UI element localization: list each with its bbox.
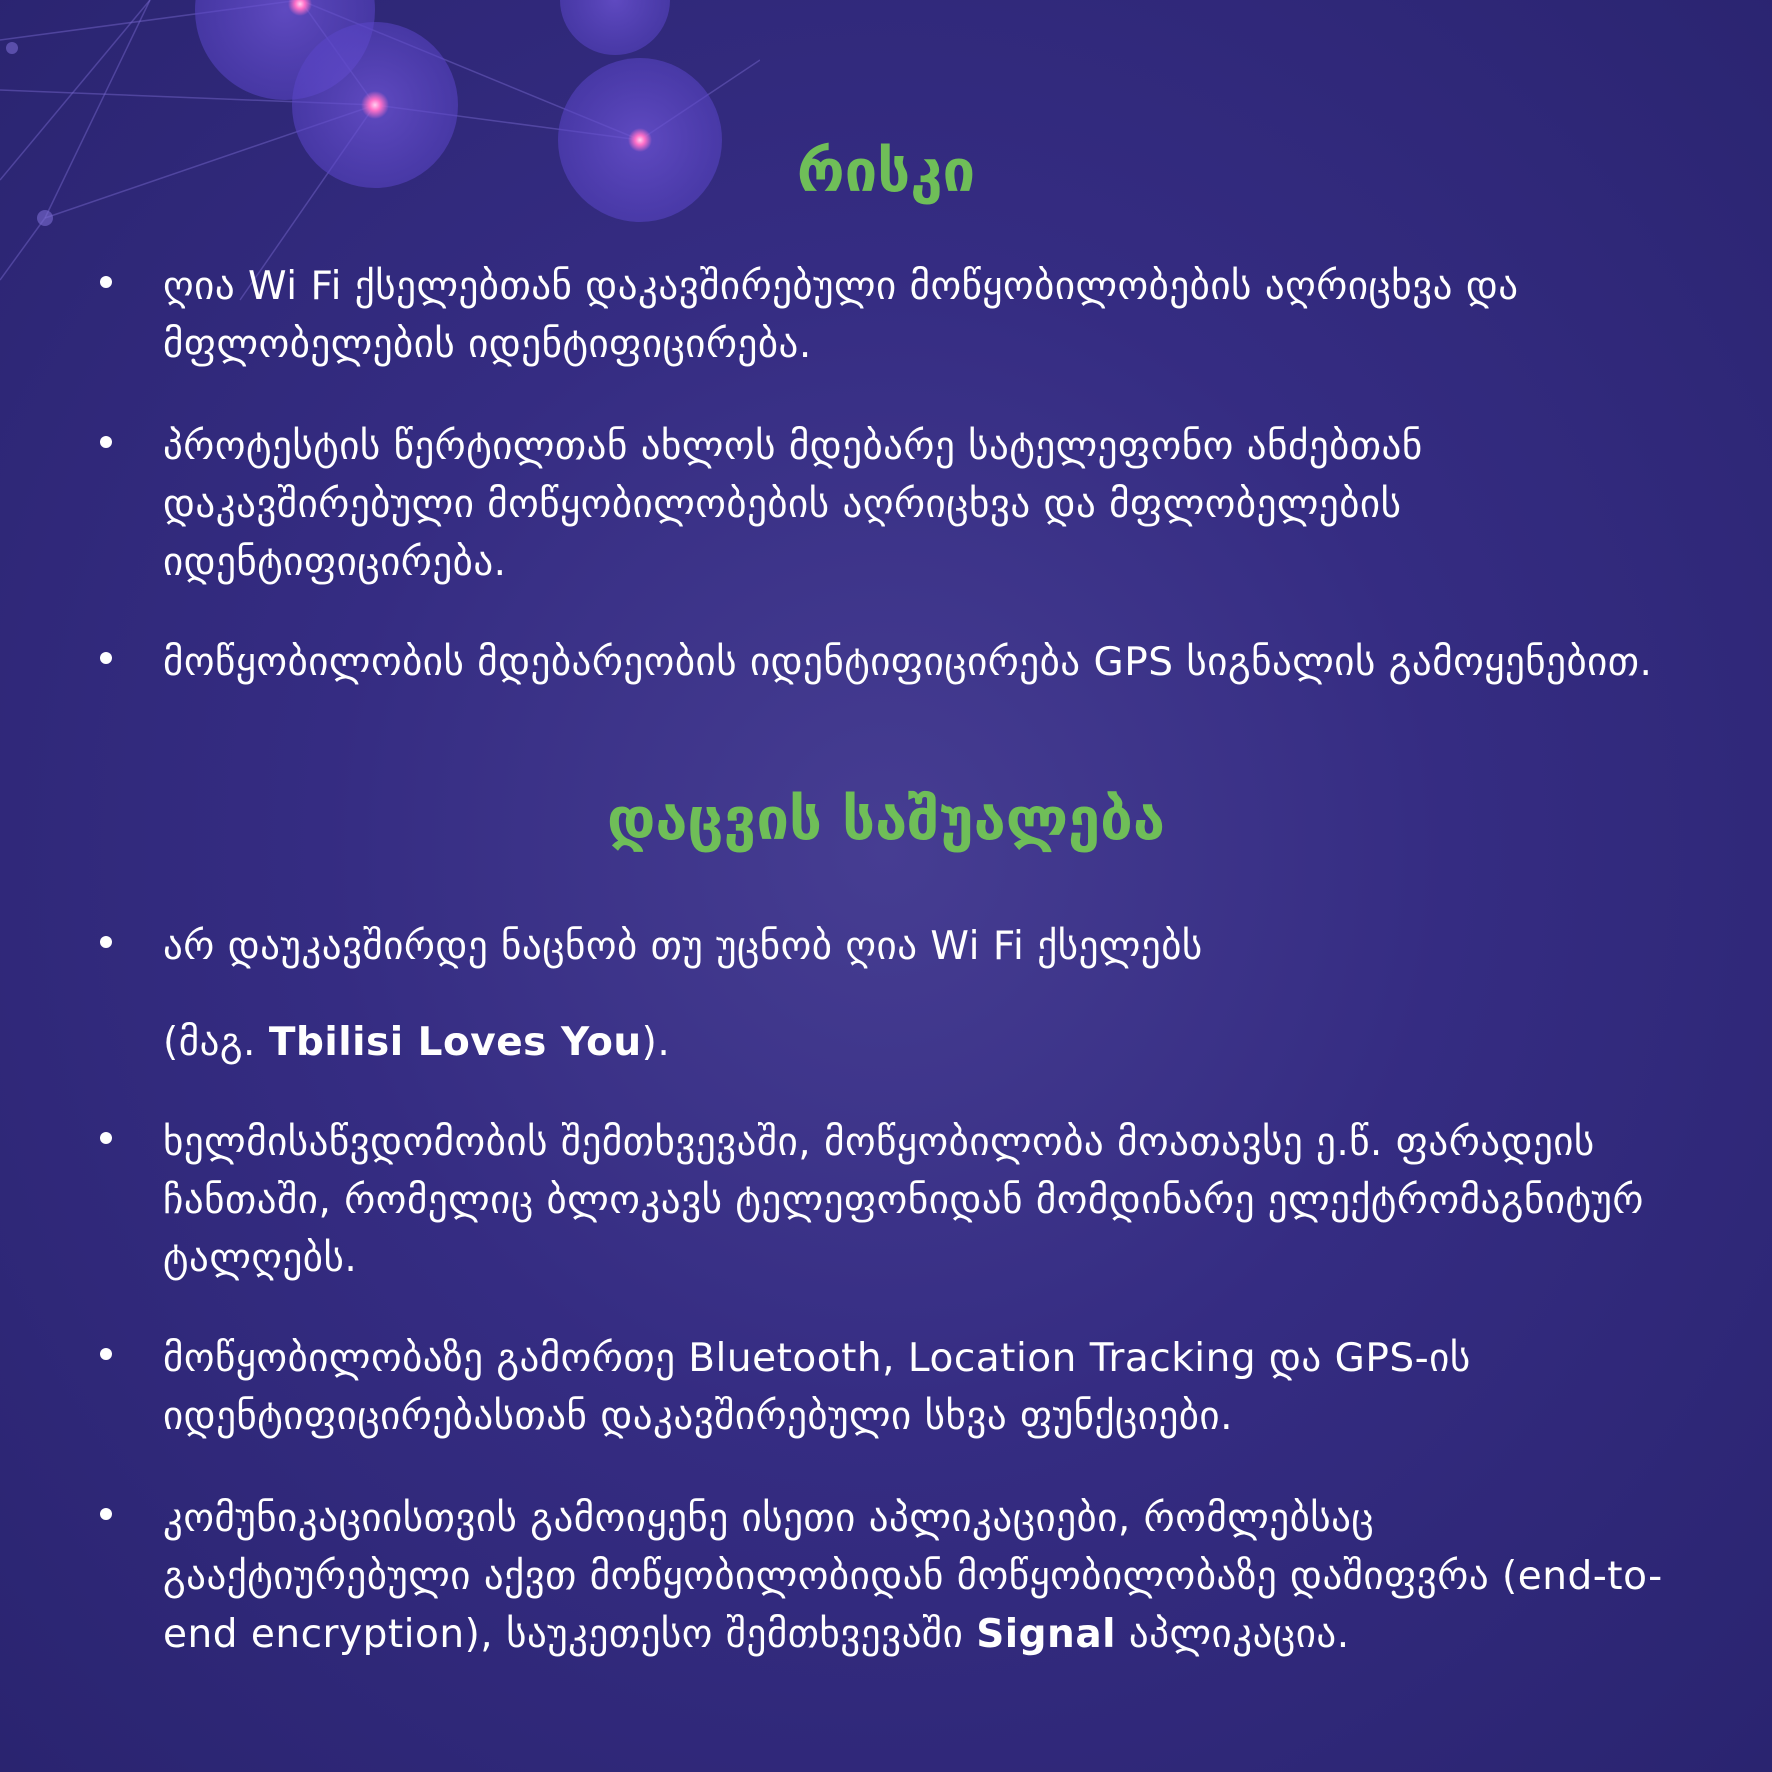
protection-item-text: არ დაუკავშირდე ნაცნობ თუ უცნობ ღია Wi Fi ქსელებს <box>163 924 1203 969</box>
risk-item-text: პროტესტის წერტილთან ახლოს მდებარე სატელეფონო ანძებთან დაკავშირებული მოწყობილობების აღრიცხვა და მფლობელების იდენტიფიცირება. <box>163 424 1423 585</box>
bullet-icon <box>100 276 112 288</box>
example-text <box>163 1014 1683 1072</box>
example-suffix: ). <box>641 1020 671 1065</box>
bullet-icon <box>100 652 112 664</box>
signal-app-name: Signal <box>976 1612 1117 1657</box>
protection-heading: დაცვის საშუალება <box>607 785 1165 853</box>
risk-heading: რისკი <box>796 137 976 205</box>
protection-item-text <box>163 1490 1683 1664</box>
protection-item-text: მოწყობილობაზე გამორთე Bluetooth, Location Tracking და GPS-ის იდენტიფიცირებასთან დაკავშირებული სხვა ფუნქციები. <box>163 1336 1471 1439</box>
bullet-icon <box>100 1348 112 1360</box>
bullet-icon <box>100 936 112 948</box>
risk-item-text: მოწყობილობის მდებარეობის იდენტიფიცირება GPS სიგნალის გამოყენებით. <box>163 640 1653 685</box>
signal-item-main: კომუნიკაციისთვის გამოიყენე ისეთი აპლიკაციები, რომლებსაც გააქტიურებული აქვთ მოწყობილობიდან მოწყობილობაზე დაშიფვრა (end-to-end encryption), საუკეთესო შემთხვევაში <box>163 1496 1663 1657</box>
protection-item-text: ხელმისაწვდომობის შემთხვევაში, მოწყობილობა მოათავსე ე.წ. ფარადეის ჩანთაში, რომელიც ბლოკავს ტელეფონიდან მომდინარე ელექტრომაგნიტურ ტალღებს. <box>163 1120 1644 1281</box>
risk-item-text: ღია Wi Fi ქსელებთან დაკავშირებული მოწყობილობების აღრიცხვა და მფლობელების იდენტიფიცირება. <box>163 264 1519 367</box>
signal-item-end: აპლიკაცია. <box>1116 1612 1350 1657</box>
example-network-name: Tbilisi Loves You <box>268 1020 642 1065</box>
bullet-icon <box>100 436 112 448</box>
bullet-icon <box>100 1508 112 1520</box>
bullet-icon <box>100 1132 112 1144</box>
example-prefix: (მაგ. <box>163 1020 269 1065</box>
